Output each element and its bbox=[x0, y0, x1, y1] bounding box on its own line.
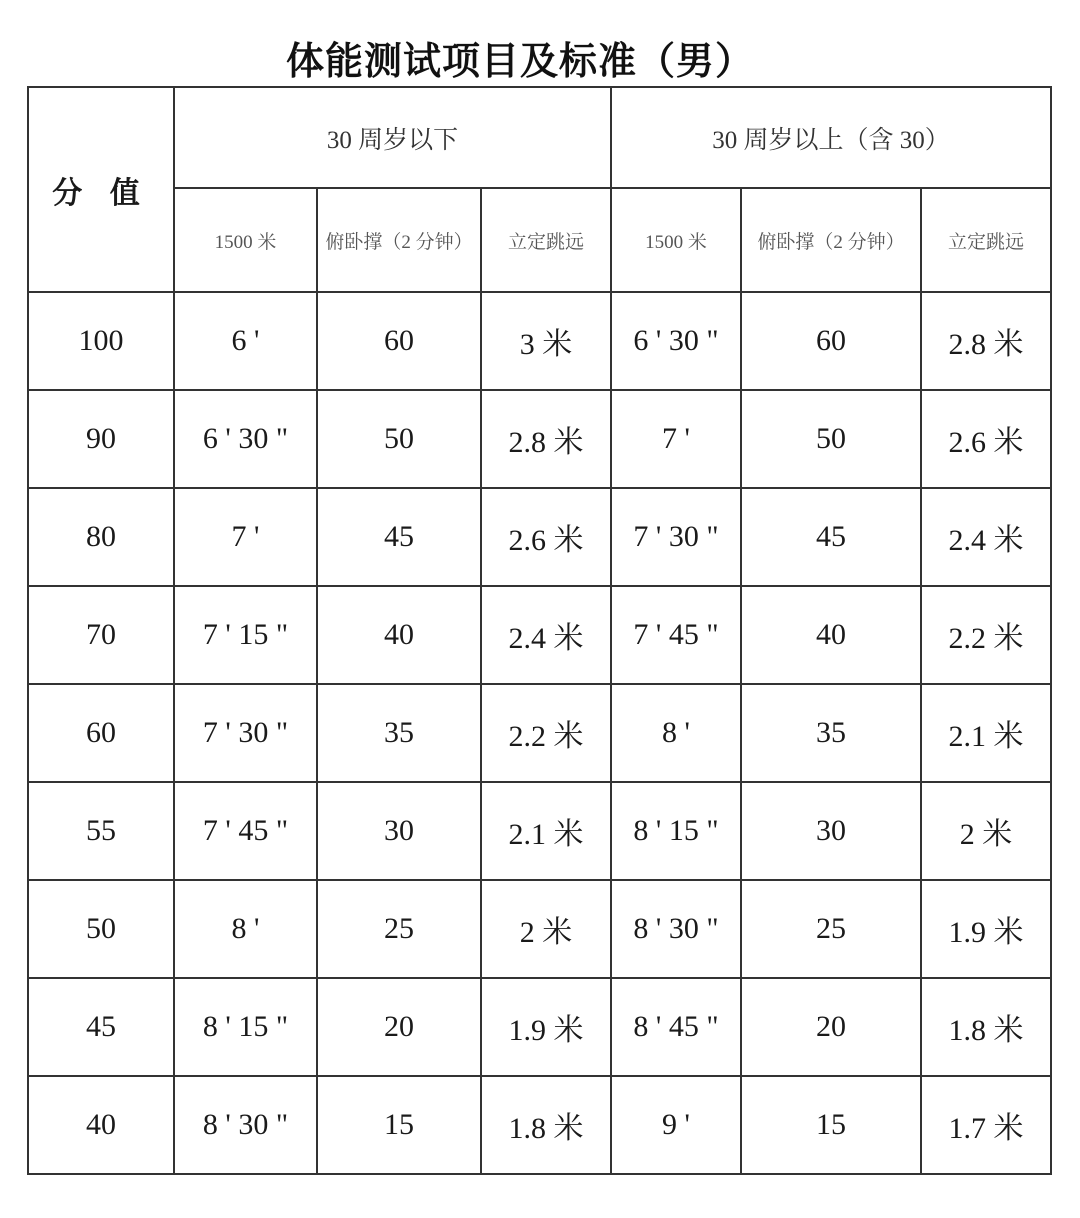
document-title: 体能测试项目及标准（男） bbox=[285, 41, 754, 83]
o30-long-jump-cell: 2.4 米 bbox=[921, 488, 1051, 586]
o30-long-jump-cell: 2.8 米 bbox=[921, 292, 1051, 390]
u30-1500m-cell: 7 ' bbox=[174, 488, 317, 586]
o30-long-jump-cell: 2 米 bbox=[921, 782, 1051, 880]
o30-1500m-cell: 8 ' bbox=[611, 684, 741, 782]
score-cell: 45 bbox=[28, 978, 174, 1076]
group-header-30-and-over: 30 周岁以上（含 30） bbox=[611, 87, 1051, 188]
u30-1500m-cell: 6 ' 30 " bbox=[174, 390, 317, 488]
table-row bbox=[28, 1076, 1051, 1174]
o30-long-jump-cell: 1.9 米 bbox=[921, 880, 1051, 978]
table-row bbox=[28, 292, 1051, 390]
u30-long-jump-cell: 1.8 米 bbox=[481, 1076, 611, 1174]
u30-long-jump-cell: 2.1 米 bbox=[481, 782, 611, 880]
col-header-u30-long-jump: 立定跳远 bbox=[481, 188, 611, 292]
u30-1500m-cell: 8 ' 30 " bbox=[174, 1076, 317, 1174]
o30-1500m-cell: 6 ' 30 " bbox=[611, 292, 741, 390]
score-cell: 90 bbox=[28, 390, 174, 488]
u30-pushup-cell: 60 bbox=[317, 292, 481, 390]
o30-1500m-cell: 9 ' bbox=[611, 1076, 741, 1174]
u30-pushup-cell: 40 bbox=[317, 586, 481, 684]
table-row bbox=[28, 782, 1051, 880]
col-header-o30-long-jump: 立定跳远 bbox=[921, 188, 1051, 292]
score-cell: 50 bbox=[28, 880, 174, 978]
table-row bbox=[28, 978, 1051, 1076]
col-header-u30-1500m: 1500 米 bbox=[174, 188, 317, 292]
o30-long-jump-cell: 1.8 米 bbox=[921, 978, 1051, 1076]
table-row bbox=[28, 684, 1051, 782]
score-cell: 100 bbox=[28, 292, 174, 390]
score-cell: 55 bbox=[28, 782, 174, 880]
u30-long-jump-cell: 2.8 米 bbox=[481, 390, 611, 488]
u30-long-jump-cell: 2.2 米 bbox=[481, 684, 611, 782]
table-row bbox=[28, 880, 1051, 978]
group-header-under-30: 30 周岁以下 bbox=[174, 87, 611, 188]
o30-pushup-cell: 40 bbox=[741, 586, 921, 684]
u30-long-jump-cell: 2.4 米 bbox=[481, 586, 611, 684]
o30-long-jump-cell: 1.7 米 bbox=[921, 1076, 1051, 1174]
o30-pushup-cell: 50 bbox=[741, 390, 921, 488]
table-row bbox=[28, 586, 1051, 684]
o30-pushup-cell: 25 bbox=[741, 880, 921, 978]
u30-1500m-cell: 7 ' 15 " bbox=[174, 586, 317, 684]
o30-long-jump-cell: 2.6 米 bbox=[921, 390, 1051, 488]
u30-1500m-cell: 7 ' 30 " bbox=[174, 684, 317, 782]
u30-pushup-cell: 35 bbox=[317, 684, 481, 782]
u30-long-jump-cell: 2 米 bbox=[481, 880, 611, 978]
col-header-u30-pushup: 俯卧撑（2 分钟） bbox=[317, 188, 481, 292]
o30-pushup-cell: 20 bbox=[741, 978, 921, 1076]
score-cell: 70 bbox=[28, 586, 174, 684]
u30-pushup-cell: 20 bbox=[317, 978, 481, 1076]
o30-pushup-cell: 15 bbox=[741, 1076, 921, 1174]
o30-1500m-cell: 8 ' 30 " bbox=[611, 880, 741, 978]
o30-pushup-cell: 45 bbox=[741, 488, 921, 586]
score-header: 分 值 bbox=[28, 87, 174, 292]
o30-pushup-cell: 35 bbox=[741, 684, 921, 782]
table-row bbox=[28, 488, 1051, 586]
col-header-o30-1500m: 1500 米 bbox=[611, 188, 741, 292]
o30-1500m-cell: 7 ' 45 " bbox=[611, 586, 741, 684]
o30-long-jump-cell: 2.1 米 bbox=[921, 684, 1051, 782]
u30-1500m-cell: 6 ' bbox=[174, 292, 317, 390]
o30-pushup-cell: 30 bbox=[741, 782, 921, 880]
u30-pushup-cell: 25 bbox=[317, 880, 481, 978]
u30-pushup-cell: 45 bbox=[317, 488, 481, 586]
u30-long-jump-cell: 2.6 米 bbox=[481, 488, 611, 586]
u30-1500m-cell: 8 ' 15 " bbox=[174, 978, 317, 1076]
o30-long-jump-cell: 2.2 米 bbox=[921, 586, 1051, 684]
score-cell: 80 bbox=[28, 488, 174, 586]
u30-1500m-cell: 7 ' 45 " bbox=[174, 782, 317, 880]
o30-1500m-cell: 7 ' 30 " bbox=[611, 488, 741, 586]
table-row bbox=[28, 390, 1051, 488]
standards-table bbox=[27, 86, 1052, 1175]
u30-pushup-cell: 50 bbox=[317, 390, 481, 488]
u30-1500m-cell: 8 ' bbox=[174, 880, 317, 978]
o30-1500m-cell: 8 ' 45 " bbox=[611, 978, 741, 1076]
score-cell: 60 bbox=[28, 684, 174, 782]
col-header-o30-pushup: 俯卧撑（2 分钟） bbox=[741, 188, 921, 292]
u30-long-jump-cell: 1.9 米 bbox=[481, 978, 611, 1076]
o30-1500m-cell: 7 ' bbox=[611, 390, 741, 488]
u30-pushup-cell: 15 bbox=[317, 1076, 481, 1174]
u30-pushup-cell: 30 bbox=[317, 782, 481, 880]
u30-long-jump-cell: 3 米 bbox=[481, 292, 611, 390]
score-cell: 40 bbox=[28, 1076, 174, 1174]
o30-1500m-cell: 8 ' 15 " bbox=[611, 782, 741, 880]
o30-pushup-cell: 60 bbox=[741, 292, 921, 390]
